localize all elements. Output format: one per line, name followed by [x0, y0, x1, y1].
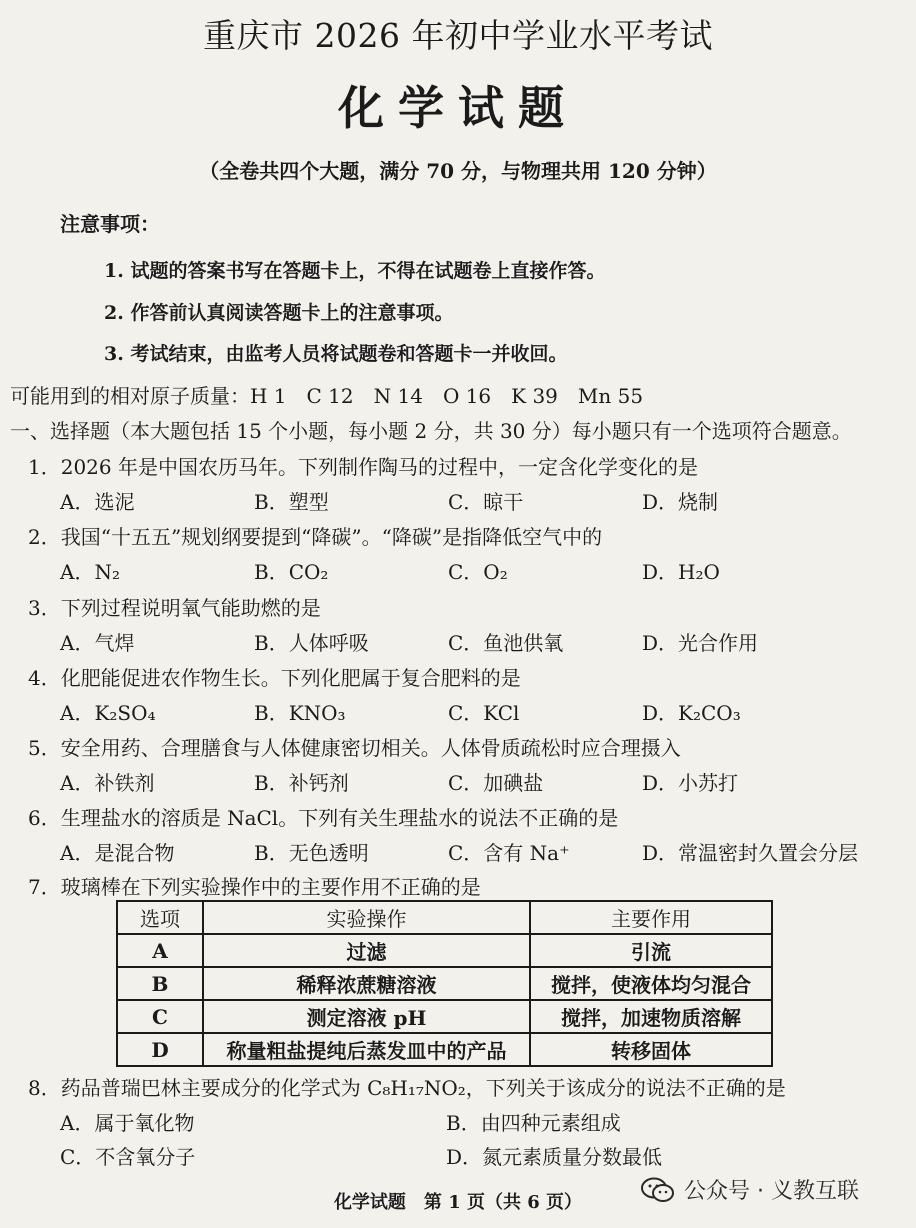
notice-item: 1. 试题的答案书写在答题卡上，不得在试题卷上直接作答。 [104, 260, 606, 282]
exam-title: 重庆市 2026 年初中学业水平考试 [203, 16, 713, 55]
question-4-option-d: D．K₂CO₃ [642, 701, 741, 725]
wechat-icon [640, 1177, 676, 1203]
question-8-option-c: C．不含氧分子 [60, 1145, 196, 1169]
notice-heading: 注意事项： [60, 212, 160, 236]
table-cell: 转移固体 [530, 1033, 772, 1066]
question-1-option-b: B．塑型 [254, 490, 329, 514]
question-2-option-b: B．CO₂ [254, 560, 329, 584]
question-1-option-d: D．烧制 [642, 490, 719, 514]
page-footer: 化学试题 第 1 页（共 6 页） [333, 1192, 583, 1213]
q7-table [116, 900, 773, 1067]
table-cell: 搅拌，使液体均匀混合 [530, 967, 772, 1000]
question-2-option-c: C．O₂ [448, 560, 508, 584]
table-cell: A [117, 934, 203, 967]
table-header: 实验操作 [203, 901, 530, 934]
table-cell: 搅拌，加速物质溶解 [530, 1000, 772, 1033]
table-cell: 引流 [530, 934, 772, 967]
table-row [117, 1000, 772, 1033]
question-5-stem: 5．安全用药、合理膳食与人体健康密切相关。人体骨质疏松时应合理摄入 [28, 736, 681, 760]
atomic-masses: 可能用到的相对原子质量：H 1 C 12 N 14 O 16 K 39 Mn 55 [10, 384, 644, 408]
exam-note: （全卷共四个大题，满分 70 分，与物理共用 120 分钟） [199, 159, 717, 183]
watermark-text: 公众号 · 义教互联 [684, 1179, 859, 1204]
question-3-option-d: D．光合作用 [642, 631, 759, 655]
question-8-option-a: A．属于氧化物 [60, 1111, 195, 1135]
question-5-option-b: B．补钙剂 [254, 771, 349, 795]
question-4-stem: 4．化肥能促进农作物生长。下列化肥属于复合肥料的是 [28, 666, 521, 690]
question-4-option-b: B．KNO₃ [254, 701, 346, 725]
table-row [117, 934, 772, 967]
question-8-option-d: D．氮元素质量分数最低 [446, 1145, 663, 1169]
question-6-stem: 6．生理盐水的溶质是 NaCl。下列有关生理盐水的说法不正确的是 [28, 806, 619, 830]
table-cell: B [117, 967, 203, 1000]
table-cell: D [117, 1033, 203, 1066]
table-cell: 测定溶液 pH [203, 1000, 530, 1033]
question-6-option-b: B．无色透明 [254, 841, 369, 865]
question-2-stem: 2．我国“十五五”规划纲要提到“降碳”。“降碳”是指降低空气中的 [28, 525, 603, 549]
question-8-option-b: B．由四种元素组成 [446, 1111, 621, 1135]
question-5-option-c: C．加碘盐 [448, 771, 544, 795]
table-cell: 稀释浓蔗糖溶液 [203, 967, 530, 1000]
question-2-option-d: D．H₂O [642, 560, 720, 584]
question-3-option-a: A．气焊 [60, 631, 135, 655]
question-7-stem: 7．玻璃棒在下列实验操作中的主要作用不正确的是 [28, 875, 481, 899]
subject-title: 化学试题 [338, 81, 578, 135]
question-4-option-c: C．KCl [448, 701, 520, 725]
table-row [117, 1033, 772, 1066]
table-header: 主要作用 [530, 901, 772, 934]
table-cell: C [117, 1000, 203, 1033]
question-6-option-d: D．常温密封久置会分层 [642, 841, 859, 865]
question-3-option-c: C．鱼池供氧 [448, 631, 564, 655]
question-3-option-b: B．人体呼吸 [254, 631, 369, 655]
question-5-option-a: A．补铁剂 [60, 771, 155, 795]
question-2-option-a: A．N₂ [60, 560, 120, 584]
question-4-option-a: A．K₂SO₄ [60, 701, 156, 725]
table-row [117, 967, 772, 1000]
question-1-stem: 1．2026 年是中国农历马年。下列制作陶马的过程中，一定含化学变化的是 [28, 455, 698, 479]
table-header: 选项 [117, 901, 203, 934]
question-1-option-c: C．晾干 [448, 490, 524, 514]
watermark [640, 1174, 859, 1205]
table-cell: 称量粗盐提纯后蒸发皿中的产品 [203, 1033, 530, 1066]
section-heading: 一、选择题（本大题包括 15 个小题，每小题 2 分，共 30 分）每小题只有一个选项符合题意。 [10, 419, 852, 443]
notice-item: 3. 考试结束，由监考人员将试题卷和答题卡一并收回。 [104, 343, 568, 365]
notice-item: 2. 作答前认真阅读答题卡上的注意事项。 [104, 302, 454, 324]
question-1-option-a: A．选泥 [60, 490, 135, 514]
question-8-stem: 8．药品普瑞巴林主要成分的化学式为 C₈H₁₇NO₂，下列关于该成分的说法不正确的是 [28, 1076, 786, 1100]
question-6-option-a: A．是混合物 [60, 841, 175, 865]
table-header-row [117, 901, 772, 934]
question-5-option-d: D．小苏打 [642, 771, 739, 795]
question-6-option-c: C．含有 Na⁺ [448, 841, 570, 865]
question-3-stem: 3．下列过程说明氧气能助燃的是 [28, 596, 321, 620]
table-cell: 过滤 [203, 934, 530, 967]
